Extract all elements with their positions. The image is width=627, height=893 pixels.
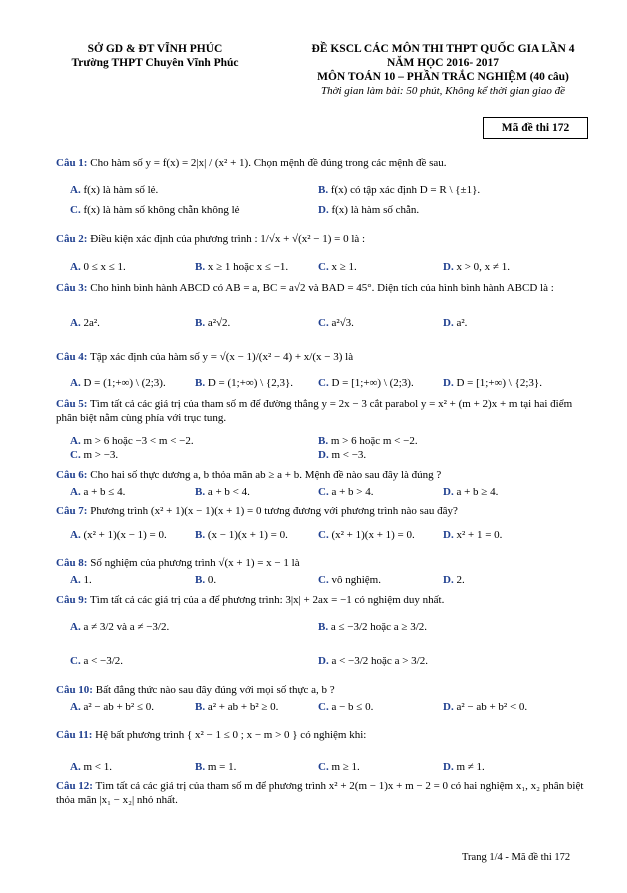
option-key: C. <box>318 574 329 586</box>
option-key: B. <box>195 486 206 498</box>
option-text: a² − ab + b² ≤ 0. <box>83 701 155 713</box>
answer-option-b[interactable] <box>195 700 278 714</box>
answer-option-a[interactable] <box>70 260 126 274</box>
option-key: D. <box>443 486 454 498</box>
option-key: B. <box>318 621 329 633</box>
option-key: B. <box>195 377 206 389</box>
question-11 <box>56 728 596 742</box>
option-text: (x² + 1)(x − 1) = 0. <box>83 529 167 541</box>
option-key: A. <box>70 486 81 498</box>
option-key: A. <box>70 435 81 447</box>
option-text: a². <box>456 317 468 329</box>
question-text: Cho hàm số y = f(x) = 2|x| / (x² + 1). Chọn mệnh đề đúng trong các mệnh đề sau. <box>90 157 447 169</box>
question-text: Tìm tất cả các giá trị của tham số m để đường thẳng y = 2x − 3 cắt parabol y = x² + (m + 2)x + m tại hai điểm phân biệt nằm cùng phía với trục tung. <box>56 398 573 424</box>
option-text: a < −3/2. <box>83 655 124 667</box>
answer-option-a[interactable] <box>70 760 112 774</box>
option-key: A. <box>70 529 81 541</box>
question-2 <box>56 232 596 246</box>
answer-option-a[interactable] <box>70 316 100 330</box>
exam-header <box>283 42 603 98</box>
option-text: f(x) là hàm số không chẵn không lẻ <box>83 204 240 216</box>
question-text: Tìm tất cả các giá trị của tham số m để phương trình x² + 2(m − 1)x + m − 2 = 0 có hai nghiệm x₁, x₂ phân biệt thỏa mãn |x₁ − x₂| nhỏ nhất. <box>56 780 584 806</box>
question-7 <box>56 504 596 518</box>
answer-option-d[interactable] <box>318 448 366 462</box>
answer-option-c[interactable] <box>318 485 374 499</box>
option-key: B. <box>195 701 206 713</box>
option-text: 0. <box>207 574 217 586</box>
school-year: NĂM HỌC 2016- 2017 <box>386 57 500 69</box>
option-text: f(x) có tập xác định D = R \ {±1}. <box>330 184 481 196</box>
answer-option-b[interactable] <box>318 620 427 634</box>
answer-option-c[interactable] <box>318 376 414 390</box>
option-key: A. <box>70 761 81 773</box>
option-key: D. <box>443 761 454 773</box>
option-text: 0 ≤ x ≤ 1. <box>83 261 126 273</box>
answer-option-a[interactable] <box>70 700 154 714</box>
option-text: m ≥ 1. <box>331 761 360 773</box>
answer-option-a[interactable] <box>70 376 166 390</box>
option-text: m > −3. <box>83 449 119 461</box>
option-key: B. <box>195 317 206 329</box>
option-text: a²√2. <box>207 317 231 329</box>
question-text: Bất đẳng thức nào sau đây đúng với mọi số thực a, b ? <box>95 684 335 696</box>
exam-code-box: Mã đề thi 172 <box>483 117 588 139</box>
option-text: D = (1;+∞) \ (2;3). <box>83 377 166 389</box>
answer-option-d[interactable] <box>443 528 502 542</box>
option-text: x² + 1 = 0. <box>456 529 503 541</box>
option-text: a² + ab + b² ≥ 0. <box>207 701 279 713</box>
answer-option-d[interactable] <box>443 260 510 274</box>
option-text: D = [1;+∞) \ (2;3). <box>331 377 414 389</box>
question-9 <box>56 593 596 607</box>
answer-option-d[interactable] <box>443 376 542 390</box>
option-key: A. <box>70 184 81 196</box>
option-key: A. <box>70 574 81 586</box>
question-text: Tập xác định của hàm số y = √(x − 1)/(x² − 4) + x/(x − 3) là <box>90 351 354 363</box>
option-text: a + b ≥ 4. <box>456 486 499 498</box>
question-4 <box>56 350 596 364</box>
school-header <box>40 42 270 70</box>
option-text: a ≠ 3/2 và a ≠ −3/2. <box>83 621 170 633</box>
question-label: Câu 3: <box>56 282 88 294</box>
question-label: Câu 6: <box>56 469 88 481</box>
answer-option-a[interactable] <box>70 620 169 634</box>
option-key: A. <box>70 261 81 273</box>
option-key: C. <box>318 317 329 329</box>
option-text: 2. <box>456 574 465 586</box>
question-label: Câu 5: <box>56 398 88 410</box>
option-key: B. <box>195 761 206 773</box>
answer-option-d[interactable] <box>443 760 485 774</box>
option-text: (x² + 1)(x + 1) = 0. <box>331 529 415 541</box>
answer-option-d[interactable] <box>318 203 419 217</box>
option-key: C. <box>318 261 329 273</box>
answer-option-d[interactable] <box>443 573 465 587</box>
option-text: m ≠ 1. <box>456 761 485 773</box>
question-label: Câu 8: <box>56 557 88 569</box>
question-text: Cho hình bình hành ABCD có AB = a, BC = a√2 và BAD = 45°. Diện tích của hình bình hành ABCD là : <box>90 282 554 294</box>
option-text: m < −3. <box>331 449 367 461</box>
option-text: a − b ≤ 0. <box>331 701 374 713</box>
answer-option-c[interactable] <box>70 654 123 668</box>
option-text: (x − 1)(x + 1) = 0. <box>207 529 288 541</box>
question-text: Điều kiện xác định của phương trình : 1/√x + √(x² − 1) = 0 là : <box>90 233 366 245</box>
time-line: Thời gian làm bài: 50 phút, Không kể thời gian giao đề <box>321 85 565 97</box>
question-text: Cho hai số thực dương a, b thỏa mãn ab ≥ a + b. Mệnh đề nào sau đây là đúng ? <box>90 469 442 481</box>
option-text: 2a². <box>83 317 100 329</box>
answer-option-c[interactable] <box>318 573 381 587</box>
option-key: C. <box>318 486 329 498</box>
option-text: a + b ≤ 4. <box>83 486 126 498</box>
answer-option-b[interactable] <box>195 316 230 330</box>
option-key: D. <box>443 529 454 541</box>
department-name: SỞ GD & ĐT VĨNH PHÚC <box>87 43 223 55</box>
exam-title: ĐỀ KSCL CÁC MÔN THI THPT QUỐC GIA LẦN 4 <box>311 43 575 55</box>
option-text: f(x) là hàm số chẵn. <box>331 204 420 216</box>
option-text: vô nghiệm. <box>331 574 381 586</box>
question-label: Câu 12: <box>56 780 93 792</box>
question-label: Câu 9: <box>56 594 88 606</box>
option-key: C. <box>70 449 81 461</box>
option-key: D. <box>318 204 329 216</box>
option-text: a < −3/2 hoặc a > 3/2. <box>331 655 428 667</box>
question-12 <box>56 779 596 807</box>
answer-option-a[interactable] <box>70 573 92 587</box>
option-key: C. <box>70 204 81 216</box>
option-key: D. <box>443 261 454 273</box>
answer-option-c[interactable] <box>70 448 118 462</box>
option-text: x ≥ 1. <box>331 261 357 273</box>
answer-option-c[interactable] <box>318 316 354 330</box>
answer-option-d[interactable] <box>443 316 467 330</box>
answer-option-b[interactable] <box>318 434 418 448</box>
option-key: C. <box>318 529 329 541</box>
question-text: Tìm tất cả các giá trị của a để phương trình: 3|x| + 2ax = −1 có nghiệm duy nhất. <box>90 594 445 606</box>
answer-option-b[interactable] <box>195 376 293 390</box>
option-key: A. <box>70 701 81 713</box>
school-name: Trường THPT Chuyên Vĩnh Phúc <box>71 57 239 69</box>
option-key: A. <box>70 621 81 633</box>
option-text: a² − ab + b² < 0. <box>456 701 528 713</box>
answer-option-c[interactable] <box>318 760 360 774</box>
answer-option-a[interactable] <box>70 434 194 448</box>
option-text: a²√3. <box>331 317 354 329</box>
option-text: a + b > 4. <box>331 486 374 498</box>
option-text: x ≥ 1 hoặc x ≤ −1. <box>207 261 289 273</box>
option-key: C. <box>318 377 329 389</box>
answer-option-a[interactable] <box>70 528 167 542</box>
question-label: Câu 1: <box>56 157 88 169</box>
option-key: B. <box>195 574 206 586</box>
option-text: x > 0, x ≠ 1. <box>456 261 510 273</box>
answer-option-c[interactable] <box>318 528 415 542</box>
option-key: B. <box>195 529 206 541</box>
question-label: Câu 4: <box>56 351 88 363</box>
question-3 <box>56 281 596 295</box>
option-text: D = (1;+∞) \ {2,3}. <box>207 377 294 389</box>
page-footer: Trang 1/4 - Mã đề thi 172 <box>462 852 571 863</box>
option-key: A. <box>70 377 81 389</box>
option-key: A. <box>70 317 81 329</box>
answer-option-b[interactable] <box>318 183 480 197</box>
option-text: 1. <box>83 574 92 586</box>
option-key: C. <box>70 655 81 667</box>
question-text: Số nghiệm của phương trình √(x + 1) = x − 1 là <box>90 557 300 569</box>
option-text: f(x) là hàm số lẻ. <box>83 184 159 196</box>
question-text: Phương trình (x² + 1)(x − 1)(x + 1) = 0 tương đương với phương trình nào sau đây? <box>90 505 458 517</box>
answer-option-d[interactable] <box>318 654 428 668</box>
answer-option-b[interactable] <box>195 485 250 499</box>
option-text: m = 1. <box>207 761 237 773</box>
answer-option-c[interactable] <box>318 700 373 714</box>
option-text: m > 6 hoặc −3 < m < −2. <box>83 435 194 447</box>
answer-option-a[interactable] <box>70 485 125 499</box>
answer-option-b[interactable] <box>195 260 288 274</box>
answer-option-c[interactable] <box>70 203 240 217</box>
option-key: B. <box>195 261 206 273</box>
question-label: Câu 7: <box>56 505 88 517</box>
option-key: D. <box>318 655 329 667</box>
option-text: a + b < 4. <box>207 486 250 498</box>
option-text: D = [1;+∞) \ {2;3}. <box>456 377 542 389</box>
question-label: Câu 2: <box>56 233 88 245</box>
option-key: C. <box>318 701 329 713</box>
option-key: D. <box>318 449 329 461</box>
option-key: D. <box>443 377 454 389</box>
option-key: B. <box>318 435 329 447</box>
answer-option-d[interactable] <box>443 700 527 714</box>
answer-option-b[interactable] <box>195 760 236 774</box>
answer-option-d[interactable] <box>443 485 498 499</box>
answer-option-a[interactable] <box>70 183 158 197</box>
question-label: Câu 11: <box>56 729 93 741</box>
answer-option-b[interactable] <box>195 573 216 587</box>
option-text: m < 1. <box>83 761 112 773</box>
option-key: D. <box>443 317 454 329</box>
subject-line: MÔN TOÁN 10 – PHẦN TRẮC NGHIỆM (40 câu) <box>317 71 569 83</box>
option-key: D. <box>443 574 454 586</box>
question-6 <box>56 468 596 482</box>
question-5 <box>56 397 596 425</box>
option-key: B. <box>318 184 329 196</box>
question-label: Câu 10: <box>56 684 93 696</box>
question-1 <box>56 156 596 170</box>
question-10 <box>56 683 596 697</box>
option-text: a ≤ −3/2 hoặc a ≥ 3/2. <box>330 621 428 633</box>
answer-option-b[interactable] <box>195 528 288 542</box>
option-text: m > 6 hoặc m < −2. <box>330 435 418 447</box>
answer-option-c[interactable] <box>318 260 357 274</box>
option-key: C. <box>318 761 329 773</box>
option-key: D. <box>443 701 454 713</box>
question-8 <box>56 556 596 570</box>
question-text: Hệ bất phương trình { x² − 1 ≤ 0 ; x − m > 0 } có nghiệm khi: <box>95 729 367 741</box>
